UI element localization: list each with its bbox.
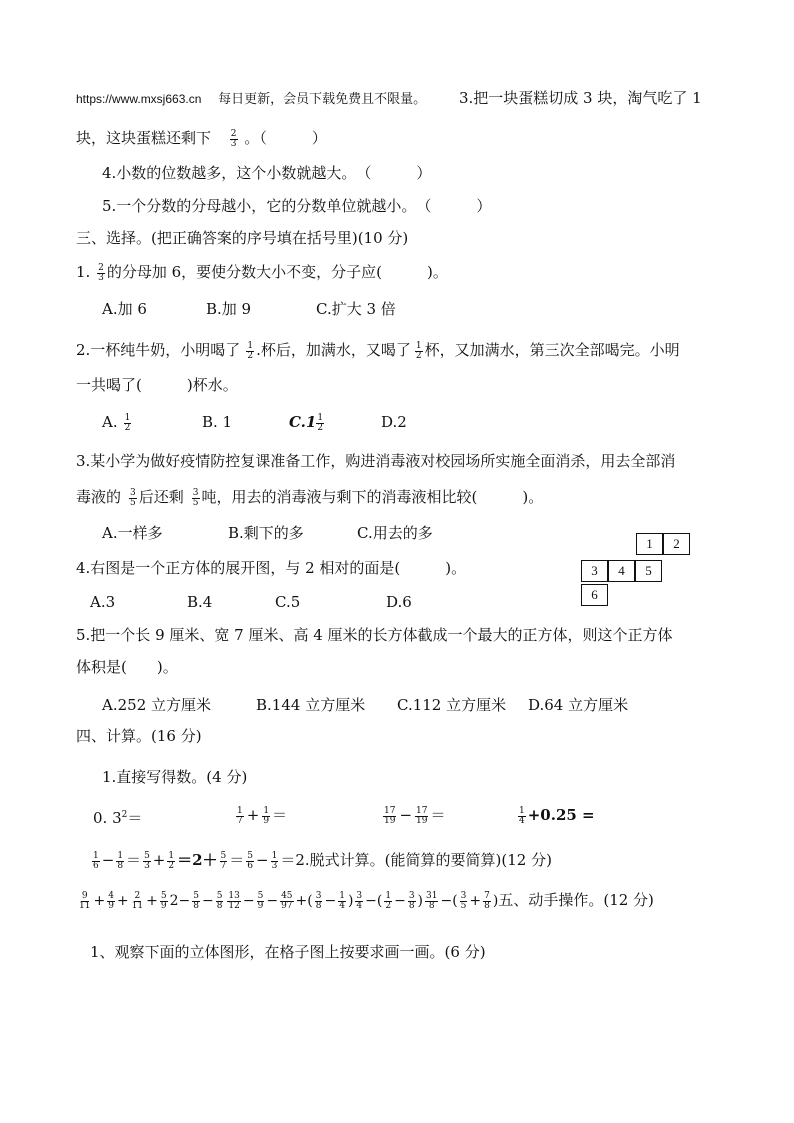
net-face-3: 3 — [581, 560, 608, 582]
fraction: $\frac{1}{2}$ — [415, 340, 422, 361]
fraction: $\frac{3}{5}$ — [192, 487, 199, 508]
tf-question-3-end — [76, 128, 327, 149]
fraction: $\frac{5}{9}$ — [257, 890, 264, 911]
q1-number: 1. — [76, 263, 91, 281]
q5-option-c: C.112 立方厘米 — [397, 696, 507, 714]
fraction: $\frac{1}{9}$ — [263, 805, 270, 826]
q2-option-c — [289, 412, 326, 433]
equals-sign: ＝ — [272, 806, 288, 824]
net-face-2: 2 — [663, 533, 690, 555]
q5-option-a: A.252 立方厘米 — [102, 696, 211, 714]
expr-base: 0. 3 — [93, 809, 122, 827]
operator: − — [399, 806, 413, 824]
net-face-1: 1 — [636, 533, 663, 555]
q1-option-b: B.加 9 — [206, 300, 252, 318]
fraction: $\frac{5}{3}$ — [144, 850, 150, 871]
source-url: https://www.mxsj663.cn — [76, 92, 202, 106]
expr-3 — [381, 805, 446, 826]
fraction: $\frac{7}{8}$ — [484, 890, 490, 911]
fraction: $\frac{5}{7}$ — [220, 850, 227, 871]
cube-net-figure — [581, 533, 693, 609]
q2-text-1: 2.一杯纯牛奶，小明喝了 — [76, 341, 241, 359]
net-face-5: 5 — [635, 560, 662, 582]
subsection-step-calculation: ＝2.脱式计算。(能简算的要简算)(12 分) — [280, 851, 552, 869]
expr-row-3: $\frac{9}{11}$ + $\frac{4}{9}$ + $\frac{2}{11}$ + $\frac{5}{9}$ 2− $\frac{5}{8}$ − $\frac{5}{8}$ $\frac{13}{12}$ − $\frac{5}{9}$ − $\frac{45}{97}$ +( $\frac{3}{8}$ − $\frac{1}{4}$ ) $\frac{3}{4}$ −( $\frac{1}{2}$ − $\frac{3}{8}$ ) $\frac{31}{8}$ −( $\frac{3}{5}$ + $\frac{7}{8}$ )五、动手操作。(12 分) — [79, 890, 654, 911]
expr-1 — [93, 805, 142, 828]
fraction: $\frac{1}{2}$ — [317, 412, 324, 433]
q3-text-3: 吨，用去的消毒液与剩下的消毒液相比较( )。 — [201, 488, 544, 506]
option-label: C.1 — [289, 413, 317, 431]
fraction: $\frac{5}{8}$ — [216, 890, 223, 911]
fraction: $\frac{1}{8}$ — [117, 850, 124, 871]
mc-question-2 — [76, 340, 680, 361]
equals-sign: ＝ — [430, 806, 446, 824]
operator: + — [246, 806, 260, 824]
section-5-question-1: 1、观察下面的立体图形，在格子图上按要求画一画。(6 分) — [90, 943, 486, 961]
q1-option-c: C.扩大 3 倍 — [316, 300, 396, 318]
q3-option-c: C.用去的多 — [357, 524, 433, 542]
fraction: $\frac{1}{2}$ — [124, 412, 131, 433]
q2-option-a — [102, 412, 133, 433]
tf-question-5: 5.一个分数的分母越小，它的分数单位就越小。 （ ） — [102, 197, 492, 215]
expr-rest: +0.25 = — [527, 806, 595, 824]
expr-2 — [234, 805, 287, 826]
header-line — [76, 88, 702, 110]
fraction: $\frac{3}{5}$ — [460, 890, 467, 911]
fraction: $\frac{1}{4}$ — [519, 805, 525, 826]
net-face-6: 6 — [581, 584, 608, 606]
fraction: $\frac{1}{6}$ — [93, 850, 99, 871]
q4-option-c: C.5 — [275, 593, 301, 611]
fraction: $\frac{9}{11}$ — [79, 890, 91, 911]
fraction: $\frac{2}{3}$ — [230, 128, 237, 149]
expr-exponent: 2 — [121, 810, 128, 820]
fraction: $\frac{3}{5}$ — [130, 487, 136, 508]
subsection-direct-answers: 1.直接写得数。(4 分) — [102, 768, 248, 786]
q4-option-d: D.6 — [386, 593, 412, 611]
fraction: $\frac{3}{8}$ — [408, 890, 415, 911]
answer-bracket: 。（ ） — [244, 129, 327, 147]
q2-option-b: B. 1 — [202, 413, 233, 431]
q4-option-a: A.3 — [90, 593, 116, 611]
section-3-title: 三、选择。(把正确答案的序号填在括号里)(10 分) — [76, 229, 409, 247]
fraction: $\frac{2}{11}$ — [131, 890, 144, 911]
q2-text-2: .杯后，加满水，又喝了 — [256, 341, 411, 359]
q3-text: 块，这块蛋糕还剩下 — [76, 129, 212, 147]
mc-question-3: 3.某小学为做好疫情防控复课准备工作，购进消毒液对校园场所实施全面消杀，用去全部消 — [76, 452, 676, 470]
expr-4 — [516, 805, 595, 826]
mc-question-1 — [76, 262, 448, 283]
q1-option-a: A.加 6 — [102, 300, 147, 318]
fraction: $\frac{4}{9}$ — [108, 890, 114, 911]
option-label: A. — [102, 413, 118, 431]
q2-text-3: 杯，又加满水，第三次全部喝完。小明 — [424, 341, 680, 359]
q1-text: 的分母加 6，要使分数大小不变，分子应( )。 — [106, 263, 448, 281]
section-5-title: 五、动手操作。(12 分) — [498, 891, 654, 909]
fraction: $\frac{1}{4}$ — [339, 890, 345, 911]
fraction: $\frac{45}{97}$ — [281, 890, 293, 911]
q3-option-b: B.剩下的多 — [228, 524, 304, 542]
fraction: $\frac{31}{8}$ — [426, 890, 438, 911]
q3-text-2: 后还剩 — [138, 488, 184, 506]
fraction: $\frac{1}{7}$ — [237, 805, 243, 826]
fraction: $\frac{3}{4}$ — [356, 890, 363, 911]
mc-question-5: 5.把一个长 9 厘米、宽 7 厘米、高 4 厘米的长方体截成一个最大的正方体，则这个正方体 — [76, 626, 673, 644]
equals-sign: ＝ — [127, 809, 143, 827]
fraction: $\frac{5}{9}$ — [160, 890, 167, 911]
fraction: $\frac{1}{2}$ — [168, 850, 175, 871]
fraction: $\frac{3}{8}$ — [315, 890, 322, 911]
tf-question-3: 3.把一块蛋糕切成 3 块，淘气吃了 1 — [458, 89, 702, 107]
fraction: $\frac{13}{12}$ — [228, 890, 240, 911]
update-notice: 每日更新，会员下载免费且不限量。 — [218, 92, 427, 107]
q5-option-d: D.64 立方厘米 — [528, 696, 629, 714]
expr-row-2: $\frac{1}{6}$ − $\frac{1}{8}$ ＝ $\frac{5}{3}$ + $\frac{1}{2}$ ＝2＋ $\frac{5}{7}$ ＝ $\frac{5}{6}$ − $\frac{1}{3}$ ＝2.脱式计算。(能简算的要简算)(12 分) — [93, 850, 552, 871]
q3-text-1: 毒液的 — [76, 488, 122, 506]
q2-line-2: 一共喝了( )杯水。 — [76, 376, 238, 394]
fraction: $\frac{17}{19}$ — [384, 805, 396, 826]
fraction: $\frac{1}{2}$ — [247, 340, 254, 361]
net-face-4: 4 — [608, 560, 635, 582]
fraction: $\frac{5}{6}$ — [247, 850, 254, 871]
q5-line-2: 体积是( )。 — [76, 658, 178, 676]
q3-option-a: A.一样多 — [102, 524, 163, 542]
mc-question-4: 4.右图是一个正方体的展开图，与 2 相对的面是( )。 — [76, 559, 467, 577]
q4-option-b: B.4 — [187, 593, 213, 611]
q2-option-d: D.2 — [381, 413, 407, 431]
fraction: $\frac{2}{3}$ — [98, 262, 104, 283]
fraction: $\frac{17}{19}$ — [416, 805, 428, 826]
q3-line-2 — [76, 487, 543, 508]
fraction: $\frac{5}{8}$ — [193, 890, 199, 911]
tf-question-4: 4.小数的位数越多，这个小数就越大。 （ ） — [102, 164, 432, 182]
fraction: $\frac{1}{2}$ — [385, 890, 392, 911]
fraction: $\frac{1}{3}$ — [271, 850, 278, 871]
section-4-title: 四、计算。(16 分) — [76, 727, 202, 745]
q5-option-b: B.144 立方厘米 — [256, 696, 366, 714]
